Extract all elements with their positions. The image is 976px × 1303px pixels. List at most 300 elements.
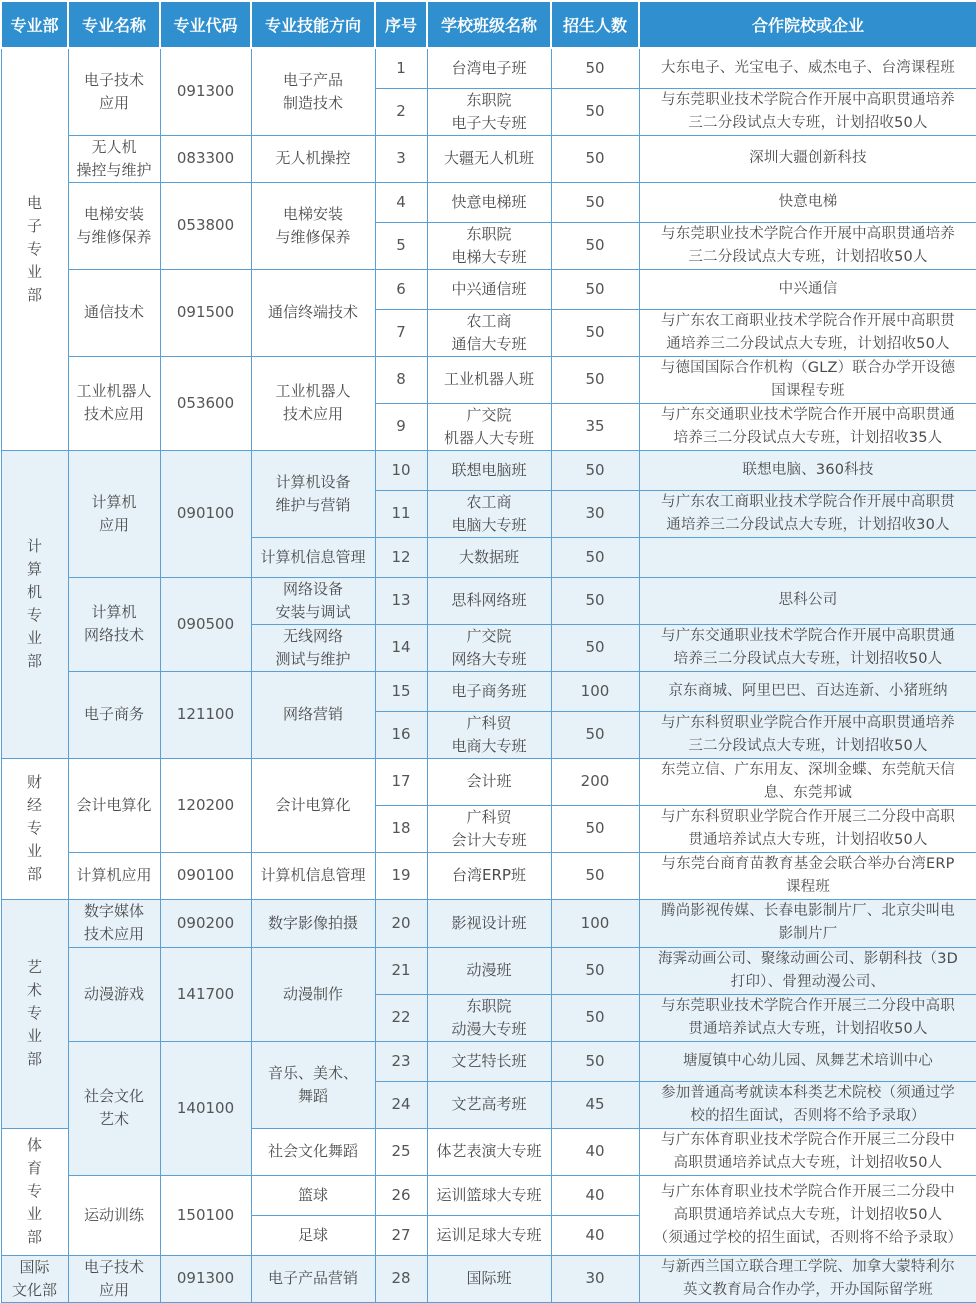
seq-cell: 20 <box>375 899 427 947</box>
major-code-cell: 090200 <box>160 899 251 947</box>
cell-line: 与东莞职业技术学院合作开展三二分段中高职 <box>661 997 955 1014</box>
class-cell <box>427 88 551 135</box>
cell-line: 电梯安装 <box>282 204 343 223</box>
count-cell: 100 <box>551 671 639 711</box>
direction-cell <box>251 1215 375 1255</box>
class-cell <box>427 671 551 711</box>
cell-line: 网络大专班 <box>451 649 527 668</box>
direction-cell <box>251 48 375 135</box>
count-cell: 50 <box>551 711 639 758</box>
header-department: 专业部 <box>1 1 68 48</box>
cell-line: 三二分段试点大专班，计划招收50人 <box>688 737 928 754</box>
department-cell <box>1 1255 68 1302</box>
partner-cell <box>639 577 976 624</box>
cell-line: 业 <box>26 1205 42 1223</box>
cell-line: 业 <box>26 842 42 860</box>
cell-line: 与东莞职业技术学院合作开展中高职贯通培养 <box>661 225 955 242</box>
count-cell: 50 <box>551 1041 639 1081</box>
major-name-cell <box>68 450 160 577</box>
seq-cell: 4 <box>375 182 427 222</box>
cell-line: 专 <box>26 606 42 624</box>
cell-line: 足球 <box>297 1225 328 1244</box>
major-code-cell: 141700 <box>160 947 251 1041</box>
cell-line: 财 <box>26 773 42 791</box>
class-cell <box>427 1041 551 1081</box>
cell-line: 台湾ERP班 <box>452 866 526 884</box>
major-name-cell <box>68 899 160 947</box>
cell-line: 通信技术 <box>83 303 144 321</box>
count-cell: 35 <box>551 403 639 450</box>
seq-cell: 9 <box>375 403 427 450</box>
cell-line: 打印）、骨狸动漫公司、 <box>730 973 886 990</box>
major-name-cell <box>68 852 160 899</box>
cell-line: 专 <box>26 1004 42 1022</box>
cell-line: 京东商城、阿里巴巴、百达连新、小猪班纳 <box>668 682 948 699</box>
cell-line: 国际 <box>19 1257 50 1276</box>
cell-line: 测试与维护 <box>275 649 351 668</box>
cell-line: 网络营销 <box>282 705 343 723</box>
department-cell <box>1 899 68 1128</box>
class-cell <box>427 1175 551 1215</box>
cell-line: 制造技术 <box>282 93 343 112</box>
major-code-cell: 053600 <box>160 356 251 450</box>
department-cell <box>1 48 68 450</box>
cell-line: 音乐、美术、 <box>267 1063 358 1082</box>
class-cell <box>427 1128 551 1175</box>
cell-line: 计算机应用 <box>76 866 152 884</box>
cell-line: 业 <box>26 629 42 647</box>
cell-line: 三二分段试点大专班，计划招收50人 <box>688 114 928 131</box>
cell-line: 体 <box>26 1136 42 1154</box>
table-row <box>1 947 976 994</box>
direction-cell <box>251 758 375 852</box>
cell-line: 专 <box>26 239 42 258</box>
seq-cell: 19 <box>375 852 427 899</box>
cell-line: 社会文化舞蹈 <box>267 1142 358 1160</box>
major-code-cell: 121100 <box>160 671 251 758</box>
cell-line: 大数据班 <box>458 547 519 566</box>
direction-cell <box>251 182 375 269</box>
header-seq-no: 序号 <box>375 1 427 48</box>
cell-line: 快意电梯 <box>778 193 838 210</box>
cell-line: 电子产品营销 <box>267 1269 358 1287</box>
count-cell: 40 <box>551 1175 639 1215</box>
cell-line: 技术应用 <box>83 925 144 943</box>
cell-line: 与维修保养 <box>275 227 351 246</box>
cell-line: 东莞立信、广东用友、深圳金蝶、东莞航天信 <box>661 761 955 778</box>
major-code-cell: 120200 <box>160 758 251 852</box>
cell-line: 计算机 <box>91 603 137 621</box>
class-cell <box>427 403 551 450</box>
class-cell <box>427 490 551 537</box>
direction-cell <box>251 1255 375 1302</box>
cell-line: 专 <box>26 1182 42 1200</box>
cell-line: 电脑大专班 <box>451 515 527 534</box>
major-code-cell: 090500 <box>160 577 251 671</box>
class-cell <box>427 577 551 624</box>
cell-line: 与德国国际合作机构（GLZ）联合办学开设德 <box>660 359 956 376</box>
partner-cell <box>639 269 976 309</box>
department-cell <box>1 1128 68 1255</box>
major-name-cell <box>68 356 160 450</box>
cell-line: 国课程专班 <box>771 382 845 399</box>
cell-line: 部 <box>26 1228 42 1246</box>
count-cell: 50 <box>551 852 639 899</box>
cell-line: 运训篮球大专班 <box>436 1185 542 1204</box>
count-cell: 50 <box>551 624 639 671</box>
cell-line: 应用 <box>98 93 129 112</box>
cell-line: 动漫制作 <box>282 984 343 1003</box>
cell-line: 贯通培养试点大专班，计划招收50人 <box>688 831 928 848</box>
cell-line: 计算机信息管理 <box>260 547 366 566</box>
table-row <box>1 1175 976 1215</box>
seq-cell: 16 <box>375 711 427 758</box>
cell-line: 艺 <box>26 958 42 976</box>
cell-line: 通信终端技术 <box>267 303 358 321</box>
cell-line: 无线网络 <box>282 626 343 645</box>
count-cell: 30 <box>551 1255 639 1302</box>
header-enrollment: 招生人数 <box>551 1 639 48</box>
cell-line: 电子商务 <box>83 705 144 723</box>
major-code-cell: 090100 <box>160 852 251 899</box>
cell-line: 海霁动画公司、聚缘动画公司、影朝科技（3D <box>657 950 959 967</box>
cell-line: 应用 <box>98 515 129 534</box>
cell-line: 东职院 <box>466 996 512 1015</box>
seq-cell: 28 <box>375 1255 427 1302</box>
seq-cell: 13 <box>375 577 427 624</box>
cell-line: 部 <box>26 865 42 883</box>
cell-line: 台湾电子班 <box>451 58 527 77</box>
cell-line: 高职贯通培养试点大专班，计划招收50人 <box>673 1206 943 1223</box>
cell-line: 文艺特长班 <box>451 1051 527 1070</box>
count-cell: 50 <box>551 577 639 624</box>
cell-line: 会计大专班 <box>451 830 527 849</box>
seq-cell: 17 <box>375 758 427 805</box>
direction-cell <box>251 1128 375 1175</box>
cell-line: 无人机操控 <box>275 149 351 167</box>
cell-line: 电梯安装 <box>83 204 144 223</box>
class-cell <box>427 711 551 758</box>
cell-line: 快意电梯班 <box>451 192 527 211</box>
class-cell <box>427 947 551 994</box>
cell-line: 业 <box>26 262 42 281</box>
seq-cell: 25 <box>375 1128 427 1175</box>
direction-cell <box>251 1175 375 1215</box>
cell-line: 课程班 <box>785 878 831 895</box>
direction-cell <box>251 577 375 624</box>
cell-line: 网络设备 <box>282 579 343 598</box>
class-cell <box>427 356 551 403</box>
cell-line: 工业机器人班 <box>443 370 534 388</box>
class-cell <box>427 450 551 490</box>
cell-line: 东职院 <box>466 90 512 109</box>
count-cell: 200 <box>551 758 639 805</box>
cell-line: 社会文化 <box>83 1087 144 1105</box>
seq-cell: 14 <box>375 624 427 671</box>
header-class-name: 学校班级名称 <box>427 1 551 48</box>
table-row <box>1 48 976 88</box>
cell-line: 与广东农工商职业技术学院合作开展中高职贯 <box>661 312 955 329</box>
cell-line: 与东莞职业技术学院合作开展中高职贯通培养 <box>661 91 955 108</box>
major-code-cell: 053800 <box>160 182 251 269</box>
major-code-cell: 083300 <box>160 135 251 182</box>
cell-line: 安装与调试 <box>275 602 351 621</box>
count-cell: 40 <box>551 1128 639 1175</box>
cell-line: 国际班 <box>466 1269 512 1287</box>
cell-line: 应用 <box>98 1280 129 1299</box>
major-code-cell: 091300 <box>160 1255 251 1302</box>
cell-line: 通信大专班 <box>451 334 527 353</box>
cell-line: 与广东交通职业技术学院合作开展中高职贯通 <box>661 627 955 644</box>
cell-line: 计算机 <box>91 492 137 511</box>
cell-line: 电子技术 <box>83 70 144 89</box>
major-name-cell <box>68 947 160 1041</box>
table-row <box>1 135 976 182</box>
count-cell: 50 <box>551 450 639 490</box>
table-row <box>1 758 976 805</box>
cell-line: 电商大专班 <box>451 736 527 755</box>
partner-cell <box>639 711 976 758</box>
cell-line: 维护与营销 <box>275 495 351 514</box>
partner-cell <box>639 490 976 537</box>
count-cell: 50 <box>551 805 639 852</box>
class-cell <box>427 1081 551 1128</box>
cell-line: 文艺高考班 <box>451 1095 527 1113</box>
cell-line: 农工商 <box>466 311 512 330</box>
cell-line: （须通过学校的招生面试，否则将不给予录取） <box>653 1229 963 1246</box>
partner-cell <box>639 1175 976 1255</box>
table-row <box>1 671 976 711</box>
direction-cell <box>251 356 375 450</box>
count-cell: 30 <box>551 490 639 537</box>
count-cell: 100 <box>551 899 639 947</box>
cell-line: 机器人大专班 <box>443 428 534 447</box>
cell-line: 与广东体育职业技术学院合作开展三二分段中 <box>661 1131 955 1148</box>
count-cell: 50 <box>551 309 639 356</box>
seq-cell: 1 <box>375 48 427 88</box>
partner-cell <box>639 994 976 1041</box>
partner-cell <box>639 1255 976 1302</box>
major-name-cell <box>68 1175 160 1255</box>
seq-cell: 11 <box>375 490 427 537</box>
major-name-cell <box>68 1255 160 1302</box>
partner-cell <box>639 88 976 135</box>
cell-line: 操控与维护 <box>76 160 152 179</box>
table-row <box>1 577 976 624</box>
major-name-cell <box>68 671 160 758</box>
seq-cell: 27 <box>375 1215 427 1255</box>
direction-cell <box>251 450 375 537</box>
class-cell <box>427 994 551 1041</box>
major-code-cell: 091500 <box>160 269 251 356</box>
cell-line: 中兴通信 <box>778 280 838 297</box>
cell-line: 机 <box>26 583 42 601</box>
class-cell <box>427 624 551 671</box>
partner-cell <box>639 1081 976 1128</box>
count-cell: 50 <box>551 269 639 309</box>
partner-cell <box>639 537 976 577</box>
cell-line: 电子大专班 <box>451 113 527 132</box>
cell-line: 运训足球大专班 <box>436 1225 542 1244</box>
major-name-cell <box>68 1041 160 1175</box>
seq-cell: 18 <box>375 805 427 852</box>
direction-cell <box>251 947 375 1041</box>
cell-line: 计算机信息管理 <box>260 866 366 884</box>
cell-line: 技术应用 <box>83 405 144 423</box>
cell-line: 校的招生面试，否则将不给予录取） <box>690 1107 926 1124</box>
cell-line: 无人机 <box>91 137 137 156</box>
partner-cell <box>639 671 976 711</box>
cell-line: 部 <box>26 652 42 670</box>
cell-line: 与维修保养 <box>76 227 152 246</box>
major-name-cell <box>68 135 160 182</box>
cell-line: 联想电脑班 <box>451 460 527 479</box>
cell-line: 与广东农工商职业技术学院合作开展中高职贯 <box>661 493 955 510</box>
seq-cell: 26 <box>375 1175 427 1215</box>
cell-line: 参加普通高考就读本科类艺术院校（须通过学 <box>661 1084 955 1101</box>
cell-line: 三二分段试点大专班，计划招收50人 <box>688 248 928 265</box>
cell-line: 塘厦镇中心幼儿园、凤舞艺术培训中心 <box>683 1052 933 1069</box>
partner-cell <box>639 1041 976 1081</box>
cell-line: 部 <box>26 285 42 304</box>
cell-line: 舞蹈 <box>297 1086 328 1105</box>
direction-cell <box>251 624 375 671</box>
seq-cell: 6 <box>375 269 427 309</box>
cell-line: 与广东科贸职业学院合作开展中高职贯通培养 <box>661 714 955 731</box>
table-row <box>1 450 976 490</box>
cell-line: 与广东体育职业技术学院合作开展三二分段中 <box>661 1183 955 1200</box>
count-cell: 50 <box>551 182 639 222</box>
seq-cell: 22 <box>375 994 427 1041</box>
major-code-cell: 090100 <box>160 450 251 577</box>
cell-line: 与东莞台商育苗教育基金会联合举办台湾ERP <box>661 855 955 872</box>
cell-line: 会计电算化 <box>275 795 351 814</box>
major-name-cell <box>68 48 160 135</box>
cell-line: 计算机设备 <box>275 472 351 491</box>
count-cell: 50 <box>551 222 639 269</box>
class-cell <box>427 899 551 947</box>
direction-cell <box>251 1041 375 1128</box>
cell-line: 育 <box>26 1159 42 1177</box>
direction-cell <box>251 269 375 356</box>
cell-line: 专 <box>26 819 42 837</box>
major-code-cell: 091300 <box>160 48 251 135</box>
cell-line: 通培养三二分段试点大专班，计划招收50人 <box>666 335 950 352</box>
partner-cell <box>639 309 976 356</box>
partner-cell <box>639 450 976 490</box>
cell-line: 广交院 <box>466 626 512 645</box>
header-partner: 合作院校或企业 <box>639 1 976 48</box>
class-cell <box>427 805 551 852</box>
cell-line: 思科网络班 <box>451 591 527 609</box>
class-cell <box>427 222 551 269</box>
cell-line: 高职贯通培养试点大专班，计划招收50人 <box>673 1154 943 1171</box>
partner-cell <box>639 135 976 182</box>
seq-cell: 2 <box>375 88 427 135</box>
cell-line: 工业机器人 <box>275 382 351 400</box>
class-cell <box>427 309 551 356</box>
table-row <box>1 269 976 309</box>
cell-line: 深圳大疆创新科技 <box>749 150 867 166</box>
seq-cell: 21 <box>375 947 427 994</box>
major-name-cell <box>68 269 160 356</box>
seq-cell: 10 <box>375 450 427 490</box>
cell-line: 电子技术 <box>83 1257 144 1276</box>
cell-line: 计 <box>26 537 42 555</box>
table-row <box>1 1041 976 1081</box>
cell-line: 文化部 <box>11 1280 57 1299</box>
count-cell: 50 <box>551 947 639 994</box>
cell-line: 腾尚影视传媒、长春电影制片厂、北京尖叫电 <box>661 903 955 919</box>
cell-line: 动漫班 <box>466 961 512 979</box>
seq-cell: 15 <box>375 671 427 711</box>
cell-line: 电子产品 <box>282 70 343 89</box>
cell-line: 术 <box>26 981 42 999</box>
cell-line: 电 <box>26 193 42 212</box>
class-cell <box>427 758 551 805</box>
major-code-cell: 140100 <box>160 1041 251 1175</box>
department-cell <box>1 758 68 899</box>
major-name-cell <box>68 758 160 852</box>
class-cell <box>427 1215 551 1255</box>
cell-line: 部 <box>26 1050 42 1068</box>
class-cell <box>427 135 551 182</box>
cell-line: 广科贸 <box>466 807 512 826</box>
cell-line: 会计电算化 <box>76 795 152 814</box>
cell-line: 联想电脑、360科技 <box>742 461 874 478</box>
direction-cell <box>251 852 375 899</box>
cell-line: 与广东交通职业技术学院合作开展中高职贯通 <box>661 406 955 423</box>
partner-cell <box>639 624 976 671</box>
partner-cell <box>639 899 976 947</box>
seq-cell: 12 <box>375 537 427 577</box>
cell-line: 广交院 <box>466 405 512 424</box>
seq-cell: 8 <box>375 356 427 403</box>
header-skill-direction: 专业技能方向 <box>251 1 375 48</box>
cell-line: 子 <box>26 216 42 235</box>
header-major-name: 专业名称 <box>68 1 160 48</box>
cell-line: 英文教育局合作办学，开办国际留学班 <box>683 1281 933 1298</box>
cell-line: 电梯大专班 <box>451 247 527 266</box>
cell-line: 培养三二分段试点大专班，计划招收35人 <box>673 429 943 446</box>
count-cell: 50 <box>551 88 639 135</box>
count-cell: 50 <box>551 537 639 577</box>
count-cell: 50 <box>551 994 639 1041</box>
seq-cell: 3 <box>375 135 427 182</box>
cell-line: 技术应用 <box>282 405 343 423</box>
seq-cell: 23 <box>375 1041 427 1081</box>
cell-line: 影视设计班 <box>451 913 527 932</box>
cell-line: 东职院 <box>466 224 512 243</box>
cell-line: 动漫大专班 <box>451 1019 527 1038</box>
cell-line: 网络技术 <box>83 626 144 644</box>
seq-cell: 24 <box>375 1081 427 1128</box>
cell-line: 思科公司 <box>778 592 838 608</box>
cell-line: 体艺表演大专班 <box>436 1142 542 1160</box>
partner-cell <box>639 758 976 805</box>
cell-line: 通培养三二分段试点大专班，计划招收30人 <box>666 516 950 533</box>
partner-cell <box>639 1128 976 1175</box>
cell-line: 篮球 <box>297 1185 328 1204</box>
count-cell: 40 <box>551 1215 639 1255</box>
cell-line: 贯通培养试点大专班，计划招收50人 <box>688 1020 928 1037</box>
cell-line: 工业机器人 <box>76 382 152 400</box>
cell-line: 动漫游戏 <box>83 984 144 1003</box>
cell-line: 培养三二分段试点大专班，计划招收50人 <box>673 650 943 667</box>
table-row <box>1 1255 976 1302</box>
cell-line: 数字影像拍摄 <box>267 913 358 932</box>
count-cell: 45 <box>551 1081 639 1128</box>
